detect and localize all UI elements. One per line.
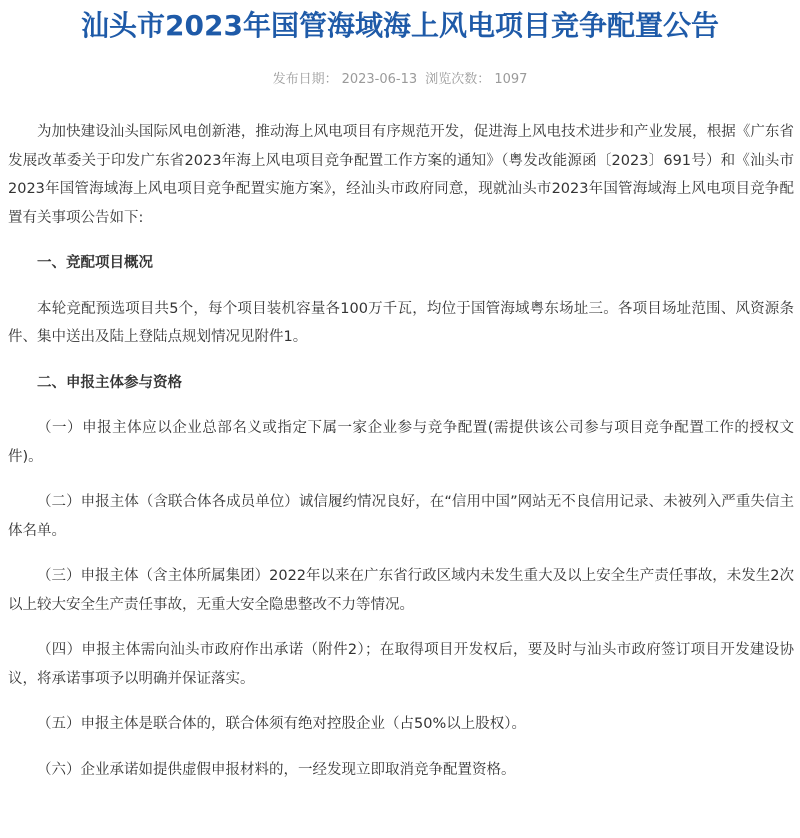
section-heading-eligibility: 二、申报主体参与资格 (37, 374, 182, 391)
eligibility-item: （一）申报主体应以企业总部名义或指定下属一家企业参与竞争配置(需提供该公司参与项目竞争配置工作的授权文件)。 (8, 420, 794, 465)
publish-date: 2023-06-13 (341, 72, 418, 87)
eligibility-item: （二）申报主体（含联合体各成员单位）诚信履约情况良好，在“信用中国”网站无不良信用记录、未被列入严重失信主体名单。 (8, 494, 794, 539)
publish-date-label: 发布日期： (272, 72, 338, 87)
article-body (8, 118, 794, 784)
eligibility-item: （三）申报主体（含主体所属集团）2022年以来在广东省行政区域内未发生重大及以上安全生产责任事故，未发生2次以上较大安全生产责任事故，无重大安全隐患整改不力等情况。 (8, 568, 794, 613)
intro-paragraph: 为加快建设汕头国际风电创新港，推动海上风电项目有序规范开发，促进海上风电技术进步和产业发展，根据《广东省发展改革委关于印发广东省2023年海上风电项目竞争配置工作方案的通知》（粤发改能源函〔2023〕691号）和《汕头市2023年国管海域海上风电项目竞争配置实施方案》，经汕头市政府同意，现就汕头市2023年国管海域海上风电项目竞争配置有关事项公告如下: (8, 124, 794, 226)
eligibility-item: （四）申报主体需向汕头市政府作出承诺（附件2）；在取得项目开发权后，要及时与汕头市政府签订项目开发建设协议，将承诺事项予以明确并保证落实。 (8, 642, 794, 687)
view-count-label: 浏览次数： (425, 72, 491, 87)
article-meta (0, 70, 800, 90)
view-count: 1097 (494, 72, 528, 87)
eligibility-item: （六）企业承诺如提供虚假申报材料的，一经发现立即取消竞争配置资格。 (37, 761, 516, 778)
eligibility-item: （五）申报主体是联合体的，联合体须有绝对控股企业（占50%以上股权）。 (37, 716, 526, 732)
project-overview-paragraph: 本轮竞配预选项目共5个，每个项目装机容量各100万千瓦，均位于国管海域粤东场址三。各项目场址范围、风资源条件、集中送出及陆上登陆点规划情况见附件1。 (8, 300, 794, 345)
section-heading-project-overview: 一、竞配项目概况 (37, 255, 153, 271)
article-title: 汕头市2023年国管海域海上风电项目竞争配置公告 (81, 9, 719, 42)
